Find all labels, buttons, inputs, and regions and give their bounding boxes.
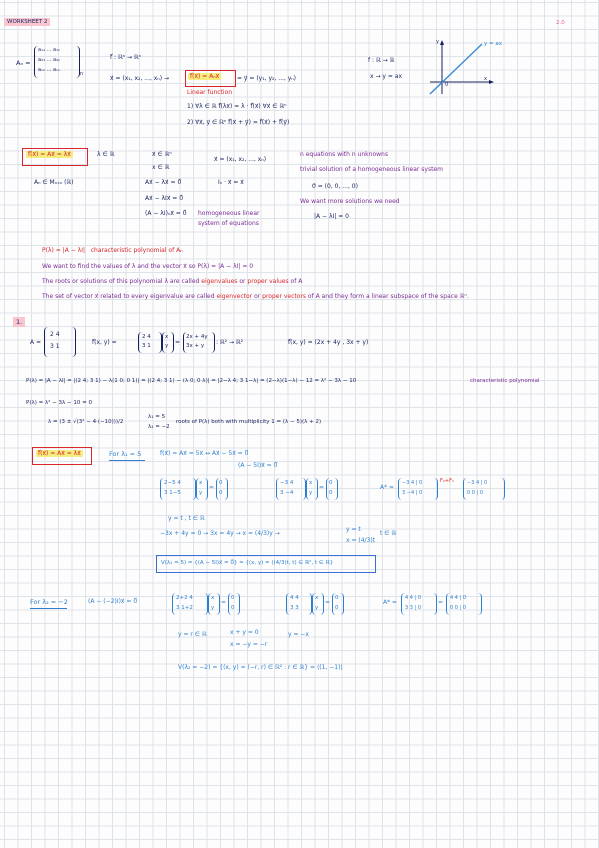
lambda2-aug-label: A* = — [383, 599, 398, 606]
worksheet-title: WORKSHEET 2 — [4, 19, 50, 25]
lambda2-vector-2: x y — [312, 593, 324, 615]
an-label: Aₙ = — [16, 59, 31, 67]
scalar-map: f : ℝ → ℝ — [368, 57, 395, 64]
x-in-rn: x⃗ ∈ ℝⁿ — [152, 151, 172, 158]
eq-sign: = — [438, 599, 444, 606]
f-equals: = — [175, 339, 181, 346]
zero-vector: 0⃗ = (0, 0, ..., 0) — [312, 183, 358, 190]
poly-equation: P(λ) = λ² − 3λ − 10 = 0 — [26, 400, 92, 406]
page-mark: 2.0 — [556, 20, 565, 26]
lambda1-sol-t: t ∈ ℝ — [380, 530, 397, 537]
n-equations: n equations with n unknowns — [300, 151, 388, 158]
lambda2-matrix-1: 2+2 4 3 1+2 — [172, 593, 208, 615]
f-tail: : ℝ² → ℝ² — [216, 339, 244, 346]
f-explicit: f⃗(x, y) = (2x + 4y , 3x + y) — [288, 339, 369, 346]
f-result: 2x + 4y 3x + y — [183, 332, 215, 353]
eq-sign: = — [221, 599, 227, 606]
lambda2-yx: y = −x — [288, 631, 309, 638]
lambda1-aug-label: A* = — [380, 484, 395, 491]
eigen-box-2: f⃗(x⃗) = Ax⃗ = λx⃗ — [32, 447, 92, 465]
lambda2-heading: For λ₂ = −2 — [30, 598, 68, 606]
homogeneous-label: homogeneous linear — [198, 210, 260, 217]
graph-axis-x: x — [484, 76, 487, 82]
lambda1-underline — [109, 460, 145, 461]
graph-label: y = ax — [484, 41, 502, 47]
lambda2-rhs-2: 0 0 — [332, 593, 344, 615]
f-matrix: 2 4 3 1 — [138, 332, 162, 353]
exercise-number: 1. — [13, 319, 25, 326]
x-tuple: x⃗ = (x₁, x₂, ..., xₙ) — [214, 156, 267, 163]
linear-function-box: f⃗(x⃗) = Aₙx⃗ — [185, 70, 236, 87]
lambda1-sol-x: x = (4/3)t — [346, 537, 376, 544]
poly-tag: characteristic polynomial — [470, 378, 540, 384]
f-vector: x y — [162, 332, 174, 353]
lambda2-eq: (A − (−2)I)x⃗ = 0⃗ — [88, 598, 138, 605]
lambda1-matrix-2: −3 4 3 −4 — [276, 478, 306, 500]
homogeneous-label-2: system of equations — [198, 220, 259, 227]
lambda1-eigenspace-box: V(λ₁ = 5) = {(A − 5I)x⃗ = 0⃗} = {(x, y) = ((4/3)t, t) ∈ ℝ², t ∈ ℝ} — [156, 555, 376, 573]
lambda2-param: y = r ∈ ℝ — [178, 631, 207, 638]
lambda1-eq-a: f(x⃗) = Ax⃗ = 5x⃗ ↔ Ax⃗ − 5x⃗ = 0⃗ — [160, 450, 249, 457]
lambda2-xneg: x = −y = −r — [230, 641, 268, 648]
lambda2-aug-1: 4 4 | 0 3 3 | 0 — [401, 593, 437, 615]
lambda2-aug-2: 4 4 | 0 0 0 | 0 — [446, 593, 482, 615]
map-result: = y⃗ = (y₁, y₂, ..., yₙ) — [237, 75, 297, 82]
a-in-m: Aₙ ∈ Mₙₓₙ (ℝ) — [34, 179, 74, 186]
graph-origin: 0 — [445, 82, 449, 88]
lambda1-aug-1: −3 4 | 0 3 −4 | 0 — [398, 478, 438, 500]
lambda1-sol-y: y = t — [346, 526, 361, 533]
eq-1: Ax⃗ − λx⃗ = 0⃗ — [145, 179, 182, 186]
lambda1-solve: −3x + 4y = 0 → 3x = 4y → x = (4/3)y → — [160, 530, 280, 537]
roots-line: The roots or solutions of this polynomial λ are called eigenvalues or proper values of A — [42, 278, 303, 285]
roots-text: roots of P(λ) both with multiplicity 1 = (λ − 5)(λ + 2) — [176, 419, 322, 425]
goal-line: We want to find the values of λ and the vector x⃗ so P(λ) = |A − λI| = 0 — [42, 263, 254, 270]
roots-formula: λ = (3 ± √(3² − 4·(−10)))/2 — [48, 419, 124, 425]
lambda1-heading: For λ₁ = 5 — [109, 450, 142, 458]
property-1: 1) ∀λ ∈ ℝ f⃗(λx⃗) = λ · f⃗(x⃗) ∀x⃗ ∈ ℝⁿ — [187, 103, 287, 110]
lambda2-matrix-2: 4 4 3 3 — [286, 593, 312, 615]
lambda2-xy: x + y = 0 — [230, 629, 259, 636]
eq-sign: = — [325, 599, 331, 606]
eq-sign: = — [319, 484, 325, 491]
identity: Iₙ · x⃗ = x⃗ — [218, 179, 244, 186]
char-poly-line: P(λ) = |A − λI| characteristic polynomial of Aₙ — [42, 247, 183, 254]
trivial-solution: trivial solution of a homogeneous linear system — [300, 166, 443, 173]
eq-2: Ax⃗ − λIx⃗ = 0⃗ — [145, 195, 184, 202]
lambda1-rhs-1: 0 0 — [216, 478, 228, 500]
lambda2-vector-1: x y — [208, 593, 220, 615]
lambda1-vector-1: x y — [196, 478, 208, 500]
lambda2-rhs-1: 0 0 — [228, 593, 240, 615]
a-label: A = — [30, 339, 42, 346]
lambda1-matrix-1: 2−5 4 3 1−5 — [160, 478, 196, 500]
lambda1-rhs-2: 0 0 — [326, 478, 338, 500]
property-2: 2) ∀x⃗, y⃗ ∈ ℝⁿ f⃗(x⃗ + y⃗) = f⃗(x⃗) + f⃗(y⃗) — [187, 119, 290, 126]
lambda1-eq-b: (A − 5I)x⃗ = 0⃗ — [238, 462, 278, 469]
eq-3: (A − λI)ₙx⃗ = 0⃗ — [145, 210, 187, 217]
an-subscript: n — [80, 71, 84, 77]
map-detail: x⃗ = (x₁, x₂, ..., xₙ) → — [110, 75, 170, 82]
graph-axis-y: y — [436, 39, 439, 45]
eq-sign: = — [209, 484, 215, 491]
x-in-r: x ∈ ℝ — [152, 164, 170, 171]
eigen-box: f⃗(x⃗) = Ax⃗ = λx⃗ — [22, 148, 88, 166]
lambda1-param: y = t , t ∈ ℝ — [168, 515, 205, 522]
want-more: We want more solutions we need — [300, 198, 400, 205]
row-operation: F₂+F₁ — [440, 478, 454, 484]
lambda-in-r: λ ∈ ℝ — [97, 151, 115, 158]
root-1: λ₁ = 5 — [148, 414, 166, 420]
lambda1-vector-2: x y — [306, 478, 318, 500]
poly-derivation: P(λ) = |A − λI| = |(2 4; 3 1) − λ(1 0; 0 1)| = |(2 4; 3 1) − (λ 0; 0 λ)| = |2−λ 4; 3 1−λ| = (2−λ)(1−λ) − 12 = λ² − 3λ − 10 — [26, 378, 357, 384]
eigenvector-line: The set of vector x⃗ related to every eigenvalue are called eigenvector or proper vectors of A and they form a linear subspace of the space ℝⁿ. — [42, 293, 469, 300]
det-zero: |A − λI| = 0 — [314, 213, 349, 220]
lambda1-aug-2: −3 4 | 0 0 0 | 0 — [463, 478, 505, 500]
an-matrix: a₁₁ ... a₁ₙ a₂₁ ... a₂ₙ aₙ₁ ... aₙₙ — [34, 46, 80, 78]
f-def: f⃗(x, y) = — [92, 339, 117, 346]
linear-function-label: Linear function — [187, 89, 233, 96]
map-definition: f⃗ : ℝⁿ → ℝⁿ — [110, 54, 142, 61]
a-matrix: 2 4 3 1 — [44, 327, 76, 357]
scalar-rule: x → y = ax — [370, 73, 403, 80]
lambda2-underline — [30, 608, 67, 609]
lambda2-eigenspace: V(λ₂ = −2) = {(x, y) = (−r, r) ∈ ℝ² : r ∈ ℝ} = ⟨(1, −1)⟩ — [178, 664, 343, 671]
root-2: λ₂ = −2 — [148, 424, 170, 430]
